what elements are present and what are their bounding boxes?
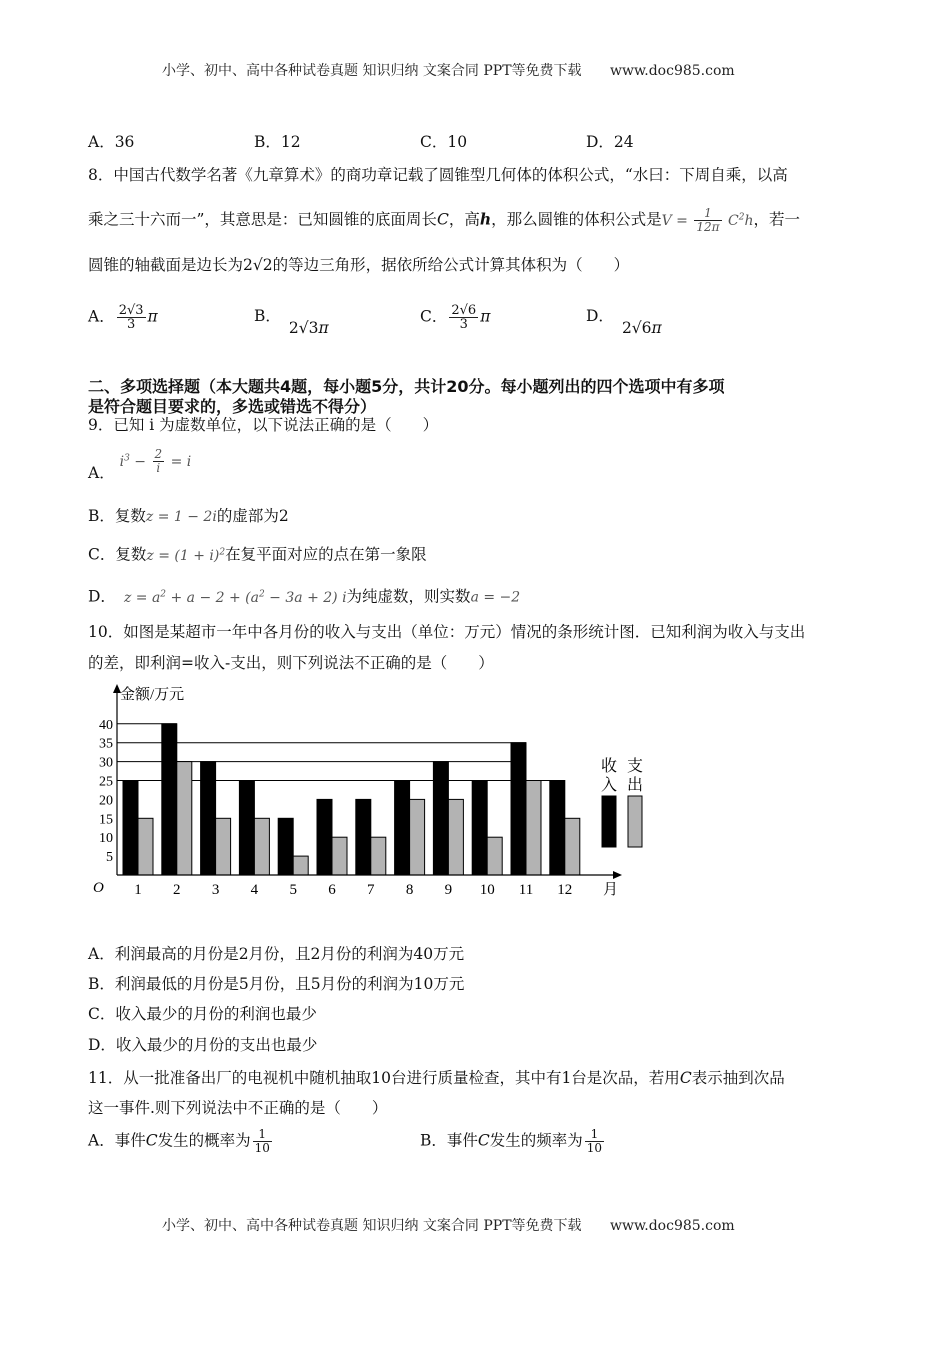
legend-expense-label-char: 支: [626, 758, 644, 775]
x-axis-label: 月: [603, 882, 619, 898]
page-header: [162, 60, 735, 80]
q9-option-b: [88, 505, 289, 528]
q8-line2-text: 乘之三十六而一”，其意思是：已知圆锥的底面周长: [88, 210, 437, 229]
fraction-denominator: 10: [586, 1141, 603, 1155]
legend-expense-label-char: 出: [626, 777, 644, 794]
income-expense-bar-chart: [90, 680, 650, 905]
x-tick-label-3: 3: [211, 882, 220, 898]
x-tick-label-5: 5: [289, 882, 297, 898]
side-length-math: 2√2: [243, 256, 273, 274]
legend-expense-swatch: [628, 796, 642, 847]
q8-line2-text2: ，高: [448, 210, 480, 229]
y-tick-label-20: 20: [99, 793, 113, 809]
header-site: www.doc985.com: [609, 63, 735, 79]
q8-option-b-label: B．: [254, 307, 281, 325]
income-bar-month-10: [472, 781, 487, 876]
expense-bar-month-1: [138, 818, 153, 875]
q9-option-b-tail: 的虚部为2: [216, 507, 289, 525]
footer-text: 小学、初中、高中各种试卷真题 知识归纳 文案合同 PPT等免费下载: [162, 1218, 582, 1234]
x-axis-arrow: [613, 871, 622, 879]
header-text: 小学、初中、高中各种试卷真题 知识归纳 文案合同 PPT等免费下载: [162, 63, 582, 79]
expense-bar-month-4: [254, 818, 269, 875]
expense-bar-month-9: [448, 799, 463, 875]
q8-line1: 8．中国古代数学名著《九章算术》的商功章记载了圆锥型几何体的体积公式，“水曰：下周自乘，以高: [88, 166, 788, 184]
y-tick-labels: [99, 718, 113, 865]
q9-c-math: $z = (1 + i)^2$: [146, 547, 226, 564]
income-bar-month-3: [201, 762, 216, 875]
income-bar-month-11: [511, 743, 526, 875]
q8-option-d-label: D．: [586, 307, 614, 325]
x-tick-label-7: 7: [367, 882, 375, 898]
income-bar-month-5: [278, 818, 293, 875]
q8-option-b: B．2√3π: [254, 307, 329, 337]
expense-bar-month-11: [526, 781, 541, 876]
income-bar-month-12: [550, 781, 565, 876]
y-tick-label-40: 40: [99, 717, 113, 733]
q11-line1-text2: 表示抽到次品: [691, 1069, 785, 1087]
income-bar-month-1: [123, 781, 138, 876]
fraction-numerator: 1: [585, 1128, 604, 1142]
expense-bar-month-2: [177, 762, 192, 875]
x-tick-label-10: 10: [479, 882, 495, 898]
q9-a-math: $i^3$ − $\frac{2}{i}$ = i: [119, 447, 192, 475]
x-tick-label-6: 6: [328, 882, 336, 898]
q11-option-b: [420, 1128, 606, 1155]
q11-line2: 这一事件.则下列说法中不正确的是（ ）: [88, 1099, 388, 1117]
q11-option-a-text2: 发生的概率为: [157, 1131, 251, 1150]
q8-option-c: C． $\frac{2√6}{3}$ π: [420, 303, 491, 332]
income-bar-month-8: [395, 781, 410, 876]
q9-option-d: [88, 583, 520, 609]
q9-option-c-tail: 在复平面对应的点在第一象限: [225, 545, 427, 564]
income-bar-month-6: [317, 799, 332, 875]
q8-option-a: A． $\frac{2√3}{3}$ π: [88, 303, 158, 332]
q10-line1: 10．如图是某超市一年中各月份的收入与支出（单位：万元）情况的条形统计图．已知利润为收入与支出: [88, 623, 806, 641]
q11-option-b-text2: 发生的频率为: [489, 1131, 583, 1150]
expense-bar-month-12: [565, 818, 580, 875]
q9-stem: 9．已知 i 为虚数单位，以下说法正确的是（ ）: [88, 416, 439, 434]
expense-bar-month-3: [216, 818, 231, 875]
q10-option-d: D．收入最少的月份的支出也最少: [88, 1036, 318, 1054]
y-tick-label-25: 25: [99, 774, 113, 790]
expense-bar-month-10: [487, 837, 502, 875]
origin-label: O: [93, 880, 104, 896]
var-c: C: [679, 1069, 692, 1087]
q11-option-a-text: A．事件: [88, 1131, 146, 1150]
x-tick-label-11: 11: [518, 882, 534, 898]
q10-option-c: C．收入最少的月份的利润也最少: [88, 1005, 317, 1023]
income-bar-month-7: [356, 799, 371, 875]
q9-d-math: $z = a^2 + a - 2 + (a^2 - 3a + 2)$ i: [123, 589, 347, 606]
x-tick-label-4: 4: [250, 882, 259, 898]
q10-line2: 的差，即利润=收入-支出，则下列说法不正确的是（ ）: [88, 654, 494, 672]
q9-option-c-label: C．复数: [88, 545, 147, 564]
q9-option-a: [88, 447, 192, 482]
q11-option-a: [88, 1128, 274, 1155]
section2-line1: 二、多项选择题（本大题共4题，每小题5分，共计20分。每小题列出的四个选项中有多项: [88, 377, 725, 396]
q7-option-d: D．24: [586, 133, 634, 151]
x-tick-label-2: 2: [173, 882, 181, 898]
var-h: h: [479, 209, 492, 229]
probability-fraction: [253, 1128, 272, 1155]
q11-line1: [88, 1067, 785, 1089]
y-tick-label-15: 15: [99, 812, 113, 828]
y-tick-label-10: 10: [99, 831, 113, 847]
y-tick-label-35: 35: [99, 736, 113, 752]
income-bar-month-9: [433, 762, 448, 875]
x-tick-label-12: 12: [557, 882, 573, 898]
fraction-numerator: 1: [253, 1128, 272, 1142]
y-axis-label: 金额/万元: [120, 687, 185, 703]
q9-option-c: [88, 541, 427, 567]
q9-option-b-label: B．复数: [88, 507, 146, 525]
q7-option-c: C．10: [420, 133, 468, 151]
q8-line3-text2: 的等边三角形，据依所给公式计算其体积为（ ）: [272, 256, 630, 274]
chart-legend: [601, 757, 643, 847]
q8-option-a-label: A．: [88, 307, 115, 326]
var-c: C: [477, 1131, 490, 1150]
q8-line2-text4: ，若一: [753, 210, 800, 229]
q8-line3: [88, 254, 629, 276]
income-bar-month-2: [162, 724, 177, 875]
q8-options: [88, 290, 788, 340]
volume-formula: V = $\frac{1}{12\pi}$ $C^2h$: [661, 206, 754, 235]
legend-income-label-char: 收: [600, 758, 618, 775]
expense-bar-month-5: [293, 856, 308, 875]
x-tick-labels: [134, 882, 572, 898]
q9-d-math2: a = −2: [470, 589, 521, 606]
legend-income-label-char: 入: [600, 777, 618, 794]
footer-site: www.doc985.com: [609, 1218, 735, 1234]
q7-option-a: A．36: [88, 133, 135, 151]
q8-line2-text3: ，那么圆锥的体积公式是: [491, 210, 662, 229]
y-tick-label-5: 5: [106, 850, 113, 866]
q11-line1-text: 11．从一批准备出厂的电视机中随机抽取10台进行质量检查，其中有1台是次品，若用: [88, 1069, 680, 1087]
q9-option-d-label: D．: [88, 587, 116, 606]
q10-option-b: B．利润最低的月份是5月份，且5月份的利润为10万元: [88, 975, 465, 993]
x-tick-label-9: 9: [444, 882, 453, 898]
q9-option-a-label: A．: [88, 463, 115, 482]
q9-b-math: z = 1 − 2i: [145, 509, 217, 525]
q8-line3-text: 圆锥的轴截面是边长为: [88, 256, 244, 274]
legend-income-swatch: [602, 796, 616, 847]
income-bar-month-4: [239, 781, 254, 876]
var-c: C: [436, 210, 449, 229]
q11-option-b-text: B．事件: [420, 1131, 478, 1150]
q7-option-b: B．12: [254, 133, 301, 151]
x-tick-label-8: 8: [405, 882, 414, 898]
expense-bar-month-8: [410, 799, 425, 875]
section2-line2: 是符合题目要求的，多选或错选不得分）: [88, 397, 377, 416]
q10-option-a: A．利润最高的月份是2月份，且2月份的利润为40万元: [88, 945, 465, 963]
chart-bars: [123, 724, 580, 875]
x-tick-label-1: 1: [134, 882, 142, 898]
page-footer: [162, 1215, 735, 1235]
y-tick-label-30: 30: [99, 755, 113, 771]
q9-option-d-mid: 为纯虚数，则实数: [346, 587, 471, 606]
expense-bar-month-6: [332, 837, 347, 875]
q8-line2: [88, 206, 800, 234]
fraction-denominator: 10: [254, 1141, 270, 1155]
var-c: C: [145, 1131, 158, 1150]
expense-bar-month-7: [371, 837, 386, 875]
q8-option-d: D．2√6π: [586, 307, 662, 337]
frequency-fraction: [585, 1128, 604, 1155]
q8-option-c-label: C．: [420, 307, 448, 326]
